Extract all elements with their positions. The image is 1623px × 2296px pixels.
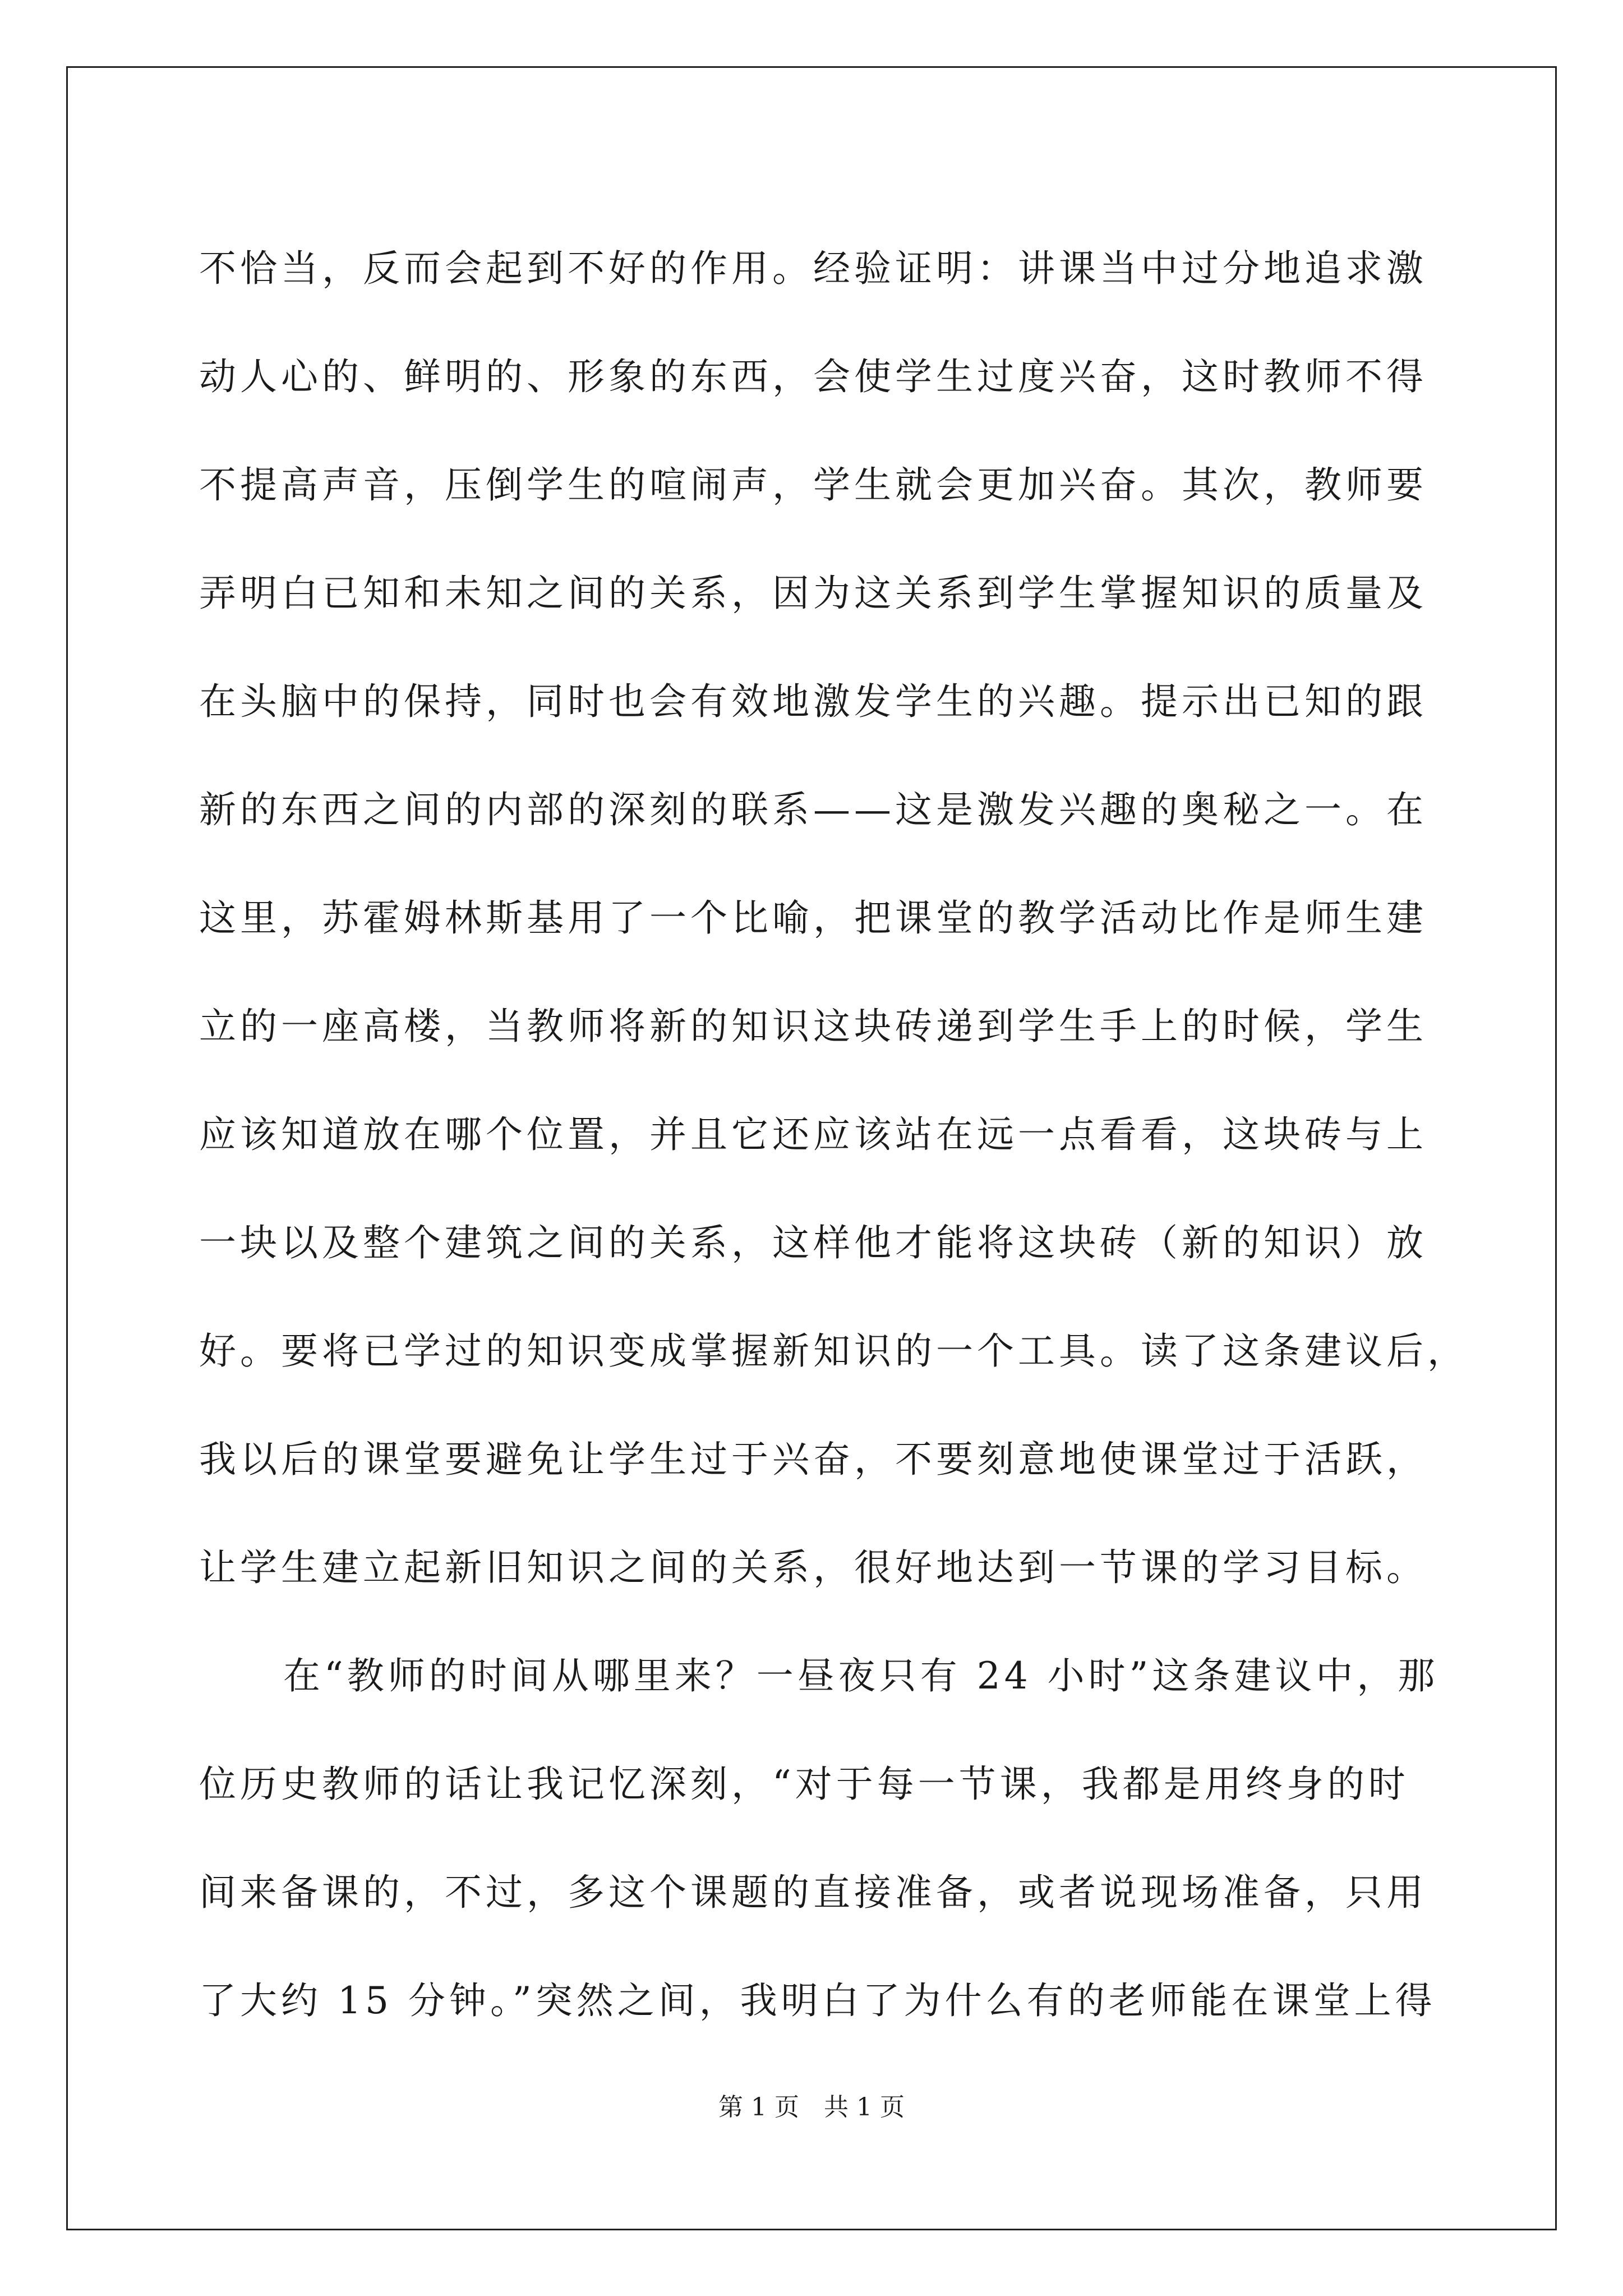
text-line: 一块以及整个建筑之间的关系，这样他才能将这块砖（新的知识）放 <box>199 1221 1427 1264</box>
text-line: 不恰当，反而会起到不好的作用。经验证明：讲课当中过分地追求激 <box>199 247 1427 290</box>
text-line: 好。要将已学过的知识变成掌握新知识的一个工具。读了这条建议后， <box>199 1329 1468 1373</box>
text-line: 间来备课的，不过，多这个课题的直接准备，或者说现场准备，只用 <box>199 1871 1427 1914</box>
text-line: 新的东西之间的内部的深刻的联系——这是激发兴趣的奥秘之一。在 <box>199 788 1427 831</box>
page-number-footer: 第 1 页 共 1 页 <box>718 2093 905 2122</box>
text-line: 立的一座高楼，当教师将新的知识这块砖递到学生手上的时候，学生 <box>199 1005 1427 1048</box>
text-line: 我以后的课堂要避免让学生过于兴奋，不要刻意地使课堂过于活跃， <box>199 1438 1427 1481</box>
body-text <box>199 214 1468 2055</box>
text-line: 弄明白已知和未知之间的关系，因为这关系到学生掌握知识的质量及 <box>199 572 1427 615</box>
text-line: 位历史教师的话让我记忆深刻，“对于每一节课，我都是用终身的时 <box>199 1763 1409 1806</box>
text-line: 在头脑中的保持，同时也会有效地激发学生的兴趣。提示出已知的跟 <box>199 680 1427 723</box>
text-line: 不提高声音，压倒学生的喧闹声，学生就会更加兴奋。其次，教师要 <box>199 463 1427 507</box>
paragraph-start-line: 在“教师的时间从哪里来？一昼夜只有 24 小时”这条建议中，那 <box>283 1654 1439 1697</box>
text-line: 了大约 15 分钟。”突然之间，我明白了为什么有的老师能在课堂上得 <box>199 1979 1436 2022</box>
text-line: 动人心的、鲜明的、形象的东西，会使学生过度兴奋，这时教师不得 <box>199 355 1427 398</box>
text-line: 让学生建立起新旧知识之间的关系，很好地达到一节课的学习目标。 <box>199 1546 1427 1589</box>
text-line: 这里，苏霍姆林斯基用了一个比喻，把课堂的教学活动比作是师生建 <box>199 896 1427 940</box>
text-line: 应该知道放在哪个位置，并且它还应该站在远一点看看，这块砖与上 <box>199 1113 1427 1156</box>
